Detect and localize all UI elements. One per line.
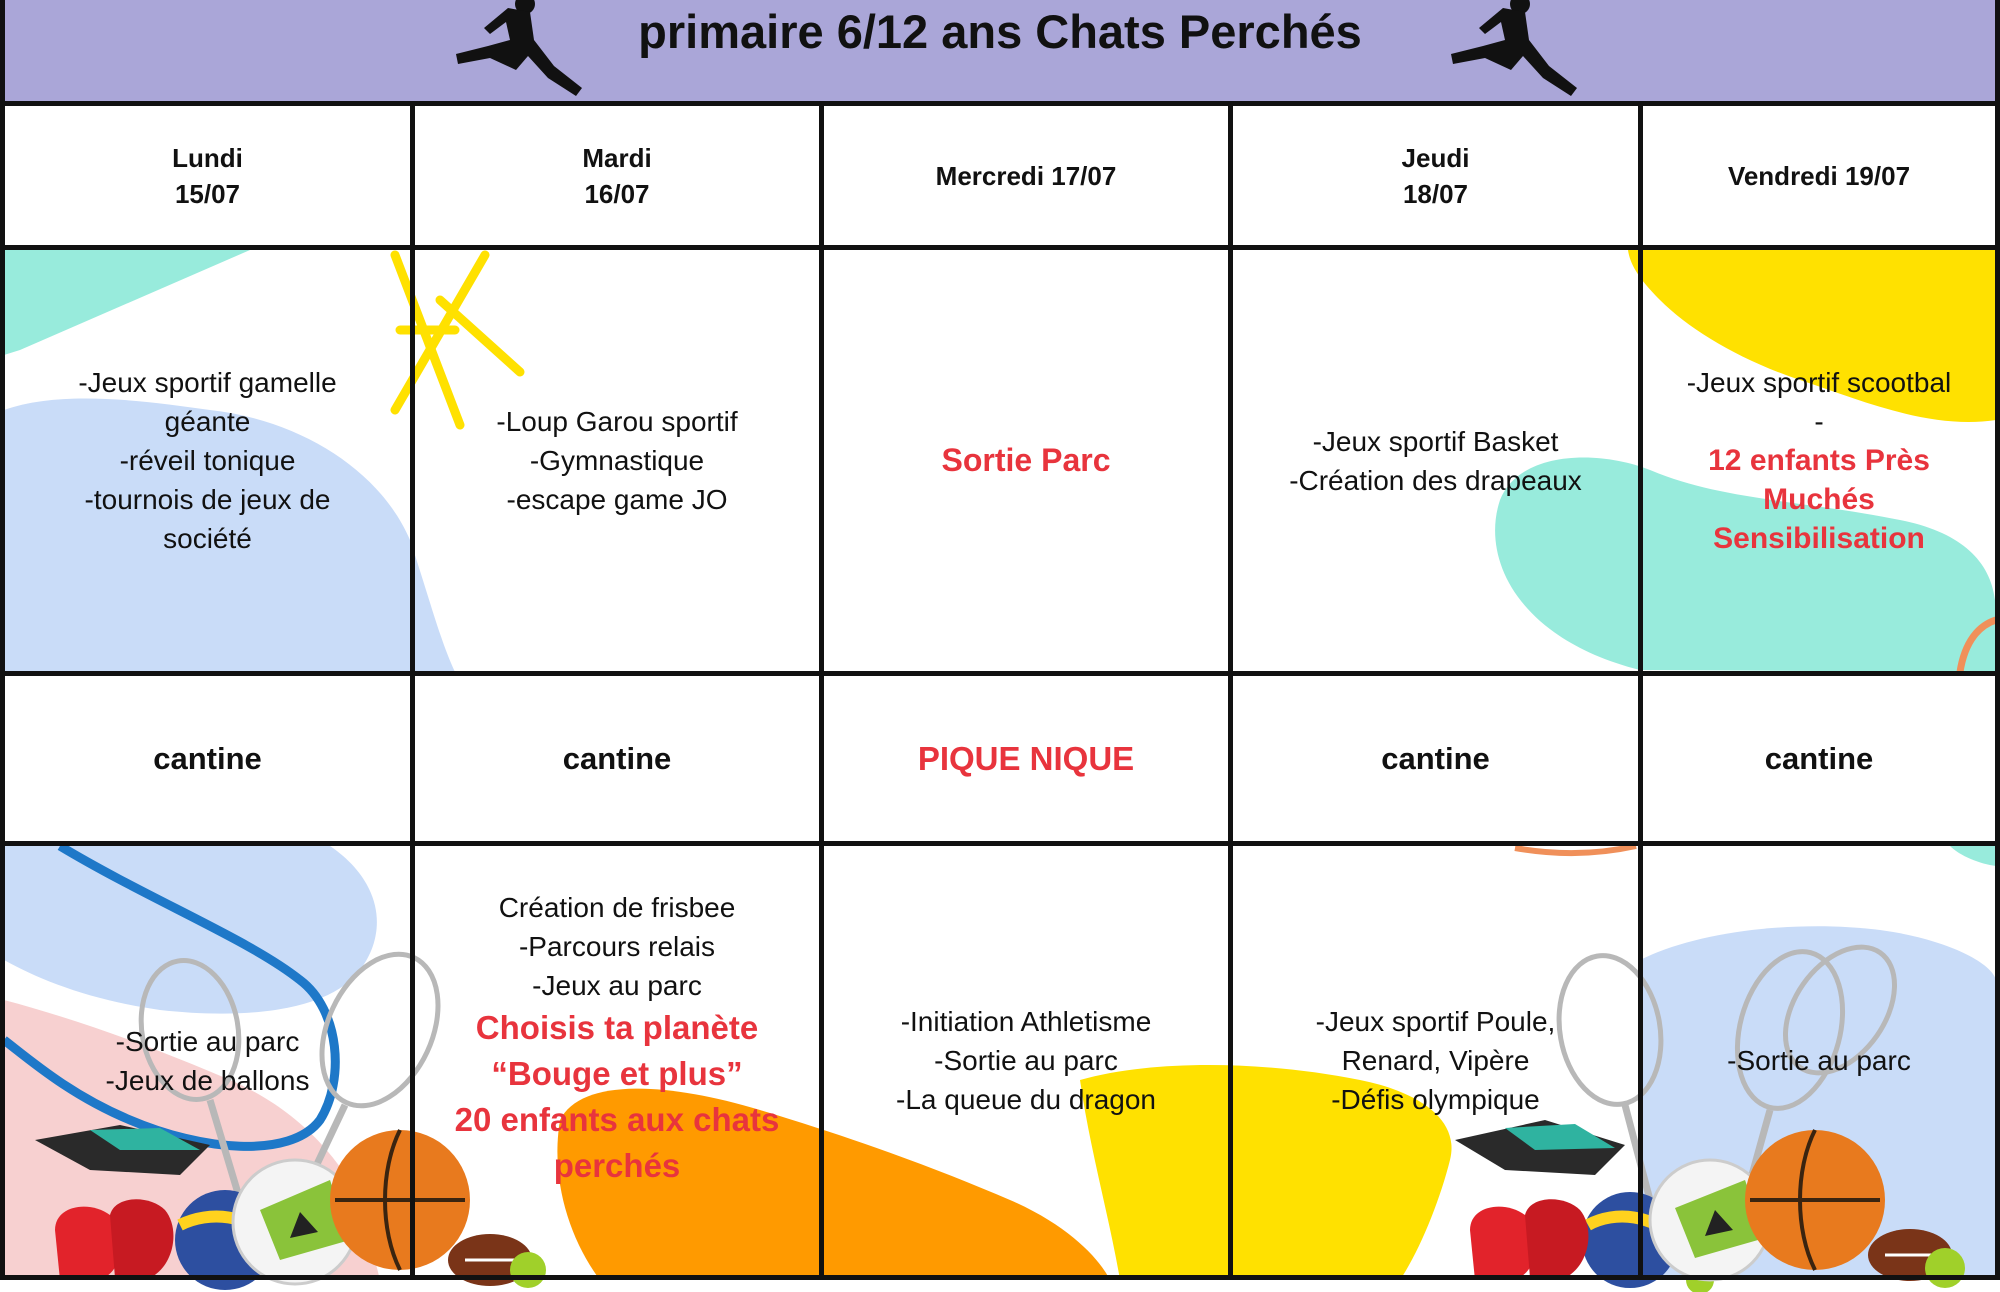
morning-cell-mardi bbox=[415, 250, 819, 671]
activity-line: -Loup Garou sportif bbox=[496, 406, 738, 437]
day-name: Mercredi 17/07 bbox=[935, 160, 1117, 191]
lunch-cell-lundi bbox=[5, 676, 410, 841]
activity-line: géante bbox=[164, 406, 251, 437]
activity-line: -La queue du dragon bbox=[896, 1084, 1156, 1115]
lunch-label: cantine bbox=[1764, 740, 1874, 776]
day-date: 16/07 bbox=[584, 178, 650, 209]
day-header-vendredi bbox=[1643, 106, 1995, 245]
activity-line: -Sortie au parc bbox=[115, 1025, 300, 1057]
activity-line: -Défis olympique bbox=[1331, 1084, 1540, 1115]
activity-line: - bbox=[1814, 406, 1824, 437]
activity-line: -Jeux sportif Basket bbox=[1312, 425, 1559, 457]
grid-line bbox=[0, 1275, 2000, 1280]
afternoon-cell-mercredi bbox=[824, 846, 1228, 1275]
day-name: Vendredi 19/07 bbox=[1727, 160, 1911, 191]
activity-line: -Initiation Athletisme bbox=[900, 1006, 1152, 1037]
page-title: primaire 6/12 ans Chats Perchés bbox=[638, 5, 1362, 58]
day-date: 15/07 bbox=[174, 178, 241, 209]
activity-line: -Jeux sportif gamelle bbox=[78, 367, 337, 398]
morning-cell-mercredi bbox=[824, 250, 1228, 671]
lunch-label: cantine bbox=[562, 740, 672, 776]
morning-cell-jeudi bbox=[1233, 250, 1638, 671]
morning-cell-lundi bbox=[5, 250, 410, 671]
activity-line: -Parcours relais bbox=[518, 931, 716, 962]
activity-line: Création de frisbee bbox=[498, 892, 736, 923]
activity-line: -Création des drapeaux bbox=[1289, 464, 1582, 496]
day-header-mercredi bbox=[824, 106, 1228, 245]
activity-line: -Sortie au parc bbox=[934, 1045, 1118, 1076]
highlight-activity: Sensibilisation bbox=[1713, 522, 1925, 555]
activity-line: -réveil tonique bbox=[119, 445, 296, 476]
activity-line: -Jeux au parc bbox=[532, 970, 702, 1001]
afternoon-cell-vendredi bbox=[1643, 846, 1995, 1275]
lunch-label: cantine bbox=[1381, 740, 1490, 776]
highlight-activity: Choisis ta planète bbox=[475, 1009, 759, 1046]
lunch-cell-mercredi bbox=[824, 676, 1228, 841]
afternoon-cell-jeudi bbox=[1233, 846, 1638, 1275]
activity-line: -Jeux sportif scootbal bbox=[1686, 367, 1952, 398]
activity-line: -Sortie au parc bbox=[1727, 1045, 1911, 1076]
highlight-activity: 12 enfants Près bbox=[1708, 444, 1930, 477]
day-name: Lundi bbox=[172, 142, 243, 173]
lunch-cell-jeudi bbox=[1233, 676, 1638, 841]
highlight-activity: Sortie Parc bbox=[941, 442, 1111, 478]
activity-line: Renard, Vipère bbox=[1341, 1045, 1530, 1076]
lunch-label: PIQUE NIQUE bbox=[917, 739, 1135, 777]
lunch-cell-vendredi bbox=[1643, 676, 1995, 841]
day-name: Mardi bbox=[582, 142, 652, 173]
highlight-activity: perchés bbox=[553, 1147, 681, 1184]
lunch-cell-mardi bbox=[415, 676, 819, 841]
activity-line: -Jeux sportif Poule, bbox=[1315, 1006, 1556, 1037]
day-name: Jeudi bbox=[1401, 142, 1470, 173]
activity-line: -escape game JO bbox=[506, 484, 728, 515]
highlight-activity: 20 enfants aux chats bbox=[454, 1101, 780, 1138]
afternoon-cell-mardi bbox=[415, 846, 819, 1275]
day-header-jeudi bbox=[1233, 106, 1638, 245]
activity-line: société bbox=[163, 523, 252, 554]
highlight-activity: “Bouge et plus” bbox=[491, 1055, 743, 1092]
morning-cell-vendredi bbox=[1643, 250, 1995, 671]
activity-line: -tournois de jeux de bbox=[84, 484, 331, 515]
day-header-lundi bbox=[5, 106, 410, 245]
grid-line bbox=[1995, 0, 2000, 1280]
day-header-mardi bbox=[415, 106, 819, 245]
highlight-activity: Muchés bbox=[1763, 483, 1875, 516]
activity-line: -Gymnastique bbox=[529, 445, 705, 476]
lunch-label: cantine bbox=[153, 740, 262, 776]
day-date: 18/07 bbox=[1402, 178, 1469, 209]
afternoon-cell-lundi bbox=[5, 846, 410, 1275]
activity-line: -Jeux de ballons bbox=[105, 1064, 310, 1096]
